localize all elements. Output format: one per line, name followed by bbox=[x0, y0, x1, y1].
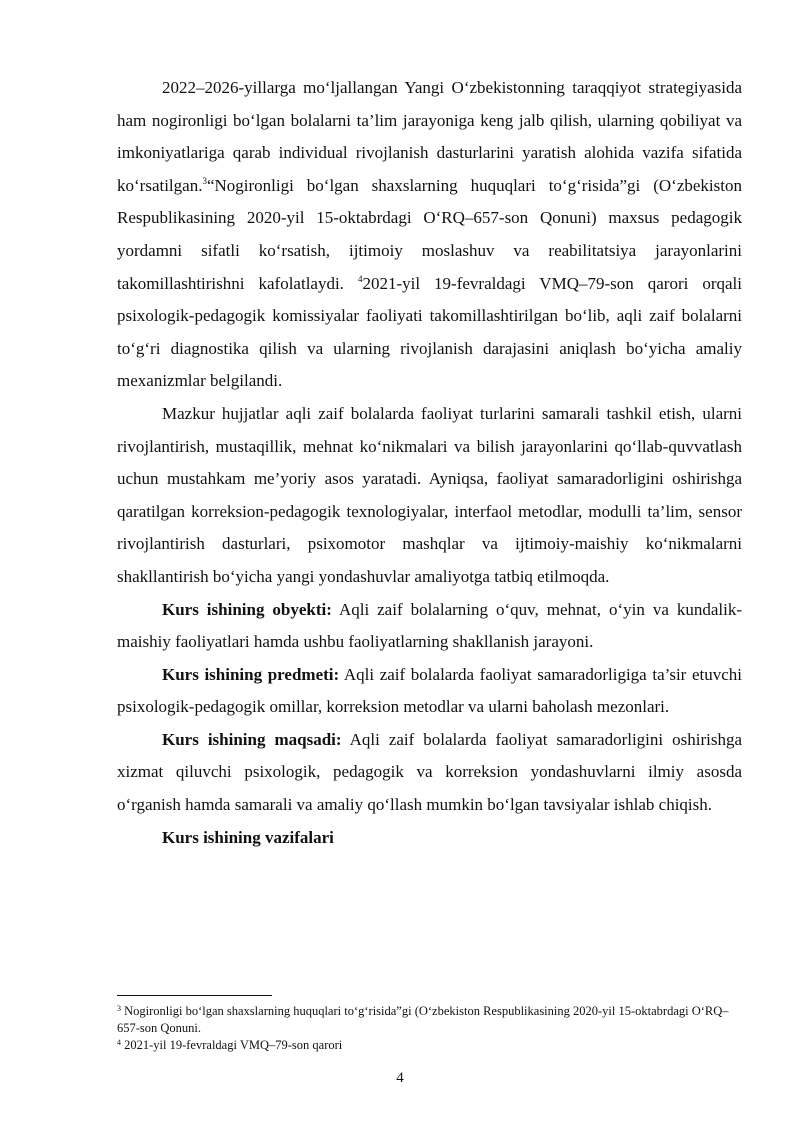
paragraph-object bbox=[117, 594, 742, 659]
paragraph-strategy bbox=[117, 72, 742, 398]
footnote-text: Nogironligi bo‘lgan shaxslarning huquqlari to‘g‘risida”gi (O‘zbekiston Respublikasining 2020-yil 15-oktabrdagi O‘RQ–657-son Qonuni. bbox=[117, 1004, 729, 1035]
paragraph-goal bbox=[117, 724, 742, 822]
subject-text: Aqli zaif bolalarda faoliyat samaradorligiga ta’sir etuvchi psixologik-pedagogik omillar, korreksion metodlar va ularni baholash mezonlari. bbox=[117, 664, 743, 717]
footnote-4 bbox=[117, 1037, 742, 1054]
paragraph-subject bbox=[117, 659, 742, 724]
object-label: Kurs ishining obyekti: bbox=[162, 599, 332, 619]
paragraph-text: 2021-yil 19-fevraldagi VMQ–79-son qarori orqali psixologik-pedagogik komissiyalar faoliyati takomillashtirilgan bo‘lib, aqli zaif bolalarni to‘g‘ri diagnostika qilish va ularning rivojlanish darajasini aniqlash bo‘yicha amaliy mexanizmlar belgilandi. bbox=[117, 273, 742, 391]
footnote-number: 4 bbox=[117, 1038, 121, 1047]
paragraph-text: “Nogironligi bo‘lgan shaxslarning huquqlari to‘g‘risida”gi (O‘zbekiston Respublikasining 2020-yil 15-oktabrdagi O‘RQ–657-son Qonuni) maxsus pedagogik yordamni sifatli ko‘rsatish, ijtimoiy moslashuv va reabilitatsiya jarayonlarini takomillashtirishni kafolatlaydi. bbox=[117, 175, 742, 293]
goal-text: Aqli zaif bolalarda faoliyat samaradorligini oshirishga xizmat qiluvchi psixologik, pedagogik va korreksion yondashuvlarni ilmiy asosda o‘rganish hamda samarali va amaliy qo‘llash mumkin bo‘lgan tavsiyalar ishlab chiqish. bbox=[117, 729, 742, 815]
subject-label: Kurs ishining predmeti: bbox=[162, 664, 340, 684]
footnote-separator bbox=[117, 995, 272, 996]
paragraph-text: 2022–2026-yillarga mo‘ljallangan Yangi O‘zbekistonning taraqqiyot strategiyasida ham nogironligi bo‘lgan bolalarni ta’lim jarayoniga keng jalb qilish, ularning qobiliyat va imkoniyatlariga qarab individual rivojlanish dasturlarini yaratish alohida vazifa sifatida ko‘rsatilgan. bbox=[117, 78, 742, 195]
footnotes bbox=[117, 1003, 742, 1054]
page-number: 4 bbox=[396, 1070, 404, 1086]
object-text: Aqli zaif bolalarning o‘quv, mehnat, o‘yin va kundalik-maishiy faoliyatlari hamda ushbu faoliyatlarning shakllanish jarayoni. bbox=[117, 599, 742, 652]
goal-label: Kurs ishining maqsadi: bbox=[162, 729, 342, 749]
footnote-ref-3[interactable]: 3 bbox=[202, 175, 207, 186]
footnote-ref-4[interactable]: 4 bbox=[357, 273, 363, 284]
document-body bbox=[117, 72, 742, 854]
paragraph-documents: Mazkur hujjatlar aqli zaif bolalarda faoliyat turlarini samarali tashkil etish, ularni rivojlantirish, mustaqillik, mehnat ko‘nikmalari va bilish jarayonlarini qo‘llab-quvvatlash uchun mustahkam me’yoriy asos yaratadi. Ayniqsa, faoliyat samaradorligini oshirishga qaratilgan korreksion-pedagogik texnologiyalar, interfaol metodlar, modulli ta’lim, sensor rivojlantirish dasturlari, psixomotor mashqlar va ijtimoiy-maishiy ko‘nikmalarni shakllantirish bo‘yicha yangi yondashuvlar amaliyotga tatbiq etilmoqda. bbox=[117, 403, 742, 586]
footnote-text: 2021-yil 19-fevraldagi VMQ–79-son qarori bbox=[121, 1038, 343, 1052]
footnote-3 bbox=[117, 1003, 742, 1037]
footnote-number: 3 bbox=[117, 1004, 121, 1013]
tasks-heading: Kurs ishining vazifalari bbox=[162, 827, 334, 847]
